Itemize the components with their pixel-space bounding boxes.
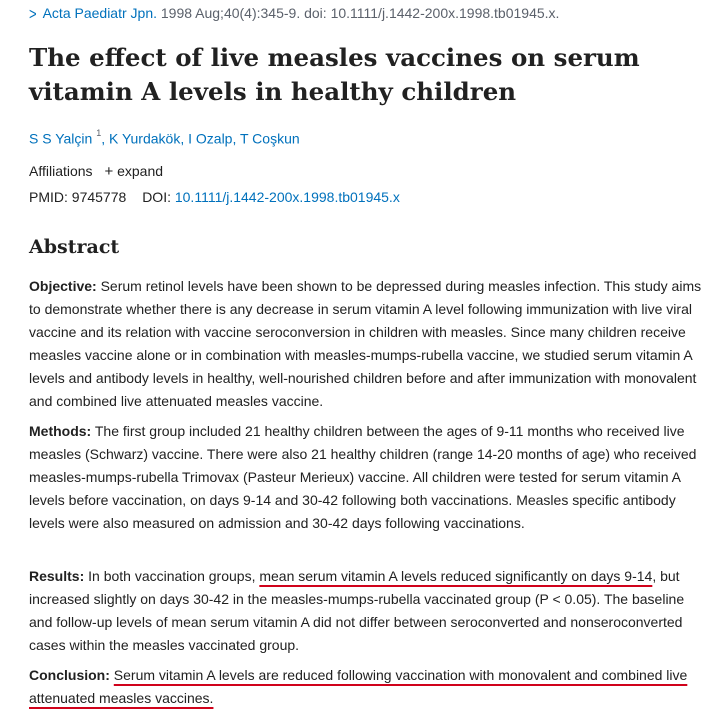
objective-label: Objective: [29, 278, 97, 294]
journal-link[interactable]: Acta Paediatr Jpn. [42, 5, 157, 21]
abstract-results [29, 565, 705, 657]
author-links-rest[interactable]: , K Yurdakök, I Ozalp, T Coşkun [101, 130, 300, 147]
abstract-conclusion [29, 664, 705, 710]
abstract-objective [29, 275, 705, 413]
plus-icon[interactable]: + [104, 163, 114, 180]
identifiers-row [29, 189, 400, 205]
doi-link[interactable]: 10.1111/j.1442-200x.1998.tb01945.x [174, 189, 400, 205]
author-list [29, 130, 300, 147]
conclusion-highlight-underline: Serum vitamin A levels are reduced following vaccination with monovalent and combined live attenuated measles vaccines. [29, 667, 688, 706]
chevron-right-icon[interactable]: > [29, 3, 37, 24]
author-link-first[interactable]: S S Yalçin [29, 130, 93, 147]
methods-label: Methods: [29, 423, 92, 439]
conclusion-label: Conclusion: [29, 667, 110, 683]
affiliations-row[interactable] [29, 163, 163, 180]
objective-text: Serum retinol levels have been shown to be depressed during measles infection. This study aims to demonstrate whether there is any decrease in serum vitamin A level following immunization with live viral vaccine and its relation with vaccine seroconversion in children with measles. Since many children receive measles vaccine alone or in combination with measles-mumps-rubella vaccine, we studied serum vitamin A levels and antibody levels in healthy, well-nourished children before and after immunization with monovalent and combined live attenuated measles vaccine. [29, 278, 702, 409]
citation-line [29, 3, 560, 24]
article-title: The effect of live measles vaccines on serum vitamin A levels in healthy children [29, 43, 640, 106]
expand-button[interactable]: expand [117, 163, 164, 179]
affiliations-label: Affiliations [29, 163, 93, 179]
doi-label: DOI: [142, 189, 171, 205]
pmid: PMID: 9745778 [29, 189, 127, 205]
results-text-before: In both vaccination groups, [84, 568, 260, 584]
citation-details: 1998 Aug;40(4):345-9. doi: 10.1111/j.1442-200x.1998.tb01945.x. [157, 5, 560, 21]
results-highlight-underline: mean serum vitamin A levels reduced significantly on days 9-14 [259, 568, 653, 584]
abstract-heading: Abstract [29, 236, 120, 258]
abstract-methods [29, 420, 705, 535]
results-label: Results: [29, 568, 85, 584]
methods-text: The first group included 21 healthy children between the ages of 9-11 months who received live measles (Schwarz) vaccine. There were also 21 healthy children (range 14-20 months of age) who received measles-mumps-rubella Trimovax (Pasteur Merieux) vaccine. All children were tested for serum vitamin A levels before vaccination, on days 9-14 and 30-42 following both vaccinations. Measles specific antibody levels were also measured on admission and 30-42 days following vaccinations. [29, 423, 697, 531]
affiliation-marker[interactable]: 1 [96, 128, 102, 138]
results-text-after: , but increased slightly on days 30-42 in the measles-mumps-rubella vaccinated group (P < 0.05). The baseline and follow-up levels of mean serum vitamin A did not differ between seroconverted and nonseroconverted cases within the measles vaccinated group. [29, 568, 685, 653]
